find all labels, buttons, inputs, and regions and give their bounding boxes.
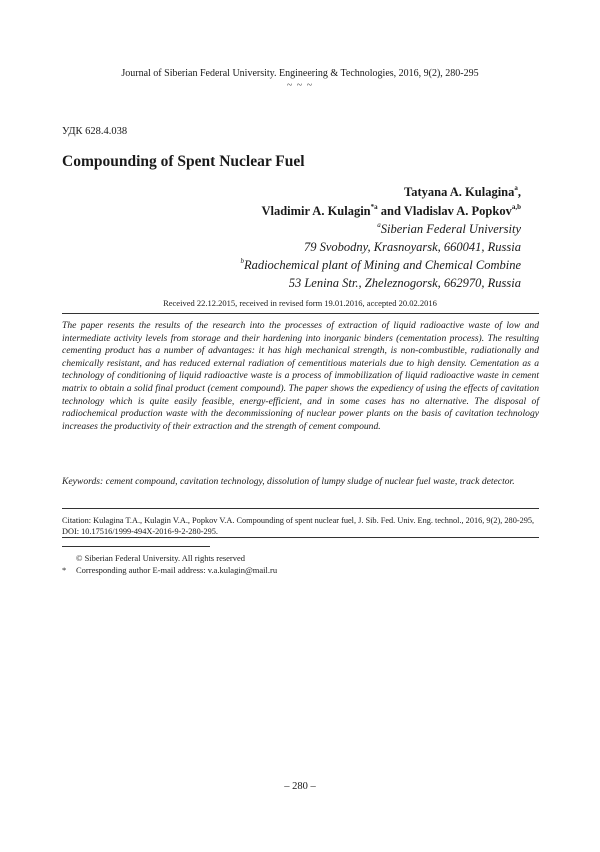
corresponding-author-note: Corresponding author E-mail address: v.a.kulagin@mail.ru xyxy=(76,565,278,575)
header-ornament: ~ ~ ~ xyxy=(286,80,314,91)
affiliation-a-address: 79 Svobodny, Krasnoyarsk, 660041, Russia xyxy=(303,240,521,254)
author-name: and Vladislav A. Popkov xyxy=(377,204,512,218)
paper-title: Compounding of Spent Nuclear Fuel xyxy=(62,153,305,170)
citation: Citation: Kulagina T.A., Kulagin V.A., Popkov V.A. Compounding of spent nuclear fuel, J. Sib. Fed. Univ. Eng. technol., 2016, 9(2), 280-295, DOI: 10.17516/1999-494X-2016-9-2-280-295. xyxy=(62,516,535,536)
author-name: Tatyana A. Kulagina xyxy=(404,185,515,199)
affiliation-b-address: 53 Lenina Str., Zheleznogorsk, 662970, Russia xyxy=(288,276,521,290)
author-superscript: *a xyxy=(370,203,378,211)
affiliation-mark: b xyxy=(240,257,244,265)
journal-header: Journal of Siberian Federal University. Engineering & Technologies, 2016, 9(2), 280-295 xyxy=(121,68,479,79)
footnote-star: * xyxy=(62,565,67,575)
page-number: – 280 – xyxy=(284,781,316,792)
author-line-1 xyxy=(404,185,521,200)
divider xyxy=(62,537,539,538)
copyright-note: © Siberian Federal University. All rights reserved xyxy=(76,553,246,563)
affiliation-b-name: $^b$Radiochemical plant of Mining and Chemical Combine xyxy=(240,257,521,272)
author-separator: , xyxy=(517,185,521,199)
keywords: Keywords: cement compound, cavitation technology, dissolution of lumpy sludge of nuclear fuel waste, track detector. xyxy=(62,476,515,487)
divider xyxy=(62,313,539,314)
author-line-2 xyxy=(261,204,521,219)
divider xyxy=(62,508,539,509)
affiliation-a-name: $^a$Siberian Federal University xyxy=(377,221,521,236)
author-name: Vladimir A. Kulagin xyxy=(261,204,371,218)
udk-code: УДК 628.4.038 xyxy=(62,126,128,137)
abstract-text: The paper resents the results of the research into the processes of extraction of liquid radioactive waste of low and intermediate activity levels from storage and their hardening into inorganic binders (cementation process). The resulting cementing product has a number of advantages: it has high mechanical strength, is non-combustible, radiationally and chemically resistant, and has reduced external radiation of cementitious materials due to high density. Cementation as a technology of conditioning of liquid radioactive waste is a process of immobilization of liquid radioactive waste in cement matrix to obtain a solid final product (cement compound). The paper shows the expediency of using the effects of cavitation technology which is quite easily feasible, energy-efficient, and in some cases has no alternative. The disposal of radiochemical production waste with the decommissioning of nuclear power plants on the basis of cavitation technology increases the productivity of their extraction and the strength of cement compound. xyxy=(62,320,539,432)
affiliation-mark: a xyxy=(377,221,381,229)
footnote-rule xyxy=(62,546,210,547)
author-superscript: a xyxy=(514,184,518,192)
author-superscript: a,b xyxy=(511,203,521,211)
received-dates: Received 22.12.2015, received in revised form 19.01.2016, accepted 20.02.2016 xyxy=(163,298,437,308)
